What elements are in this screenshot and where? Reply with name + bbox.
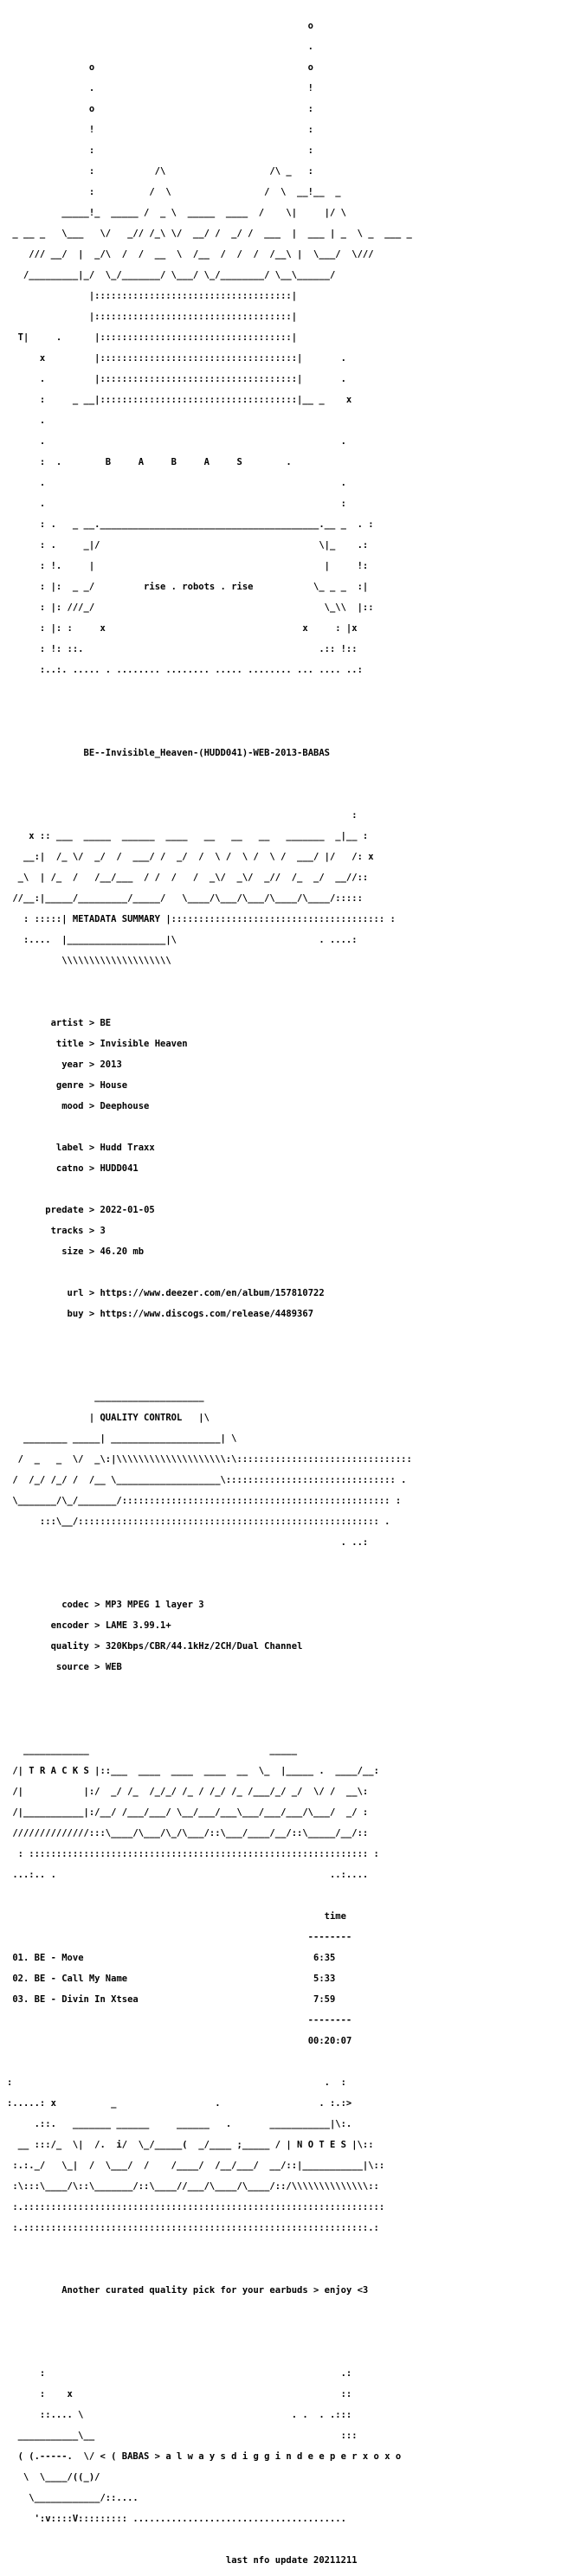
track-title: BE - Call My Name — [34, 1974, 128, 1984]
meta-key-buy: buy — [67, 1309, 84, 1319]
meta-value-artist: BE — [100, 1018, 112, 1028]
metadata-heading: METADATA SUMMARY — [72, 914, 161, 924]
meta-key-predate: predate — [45, 1205, 84, 1215]
meta-value-title: Invisible Heaven — [100, 1039, 188, 1049]
meta-value-buy[interactable]: https://www.discogs.com/release/4489367 — [100, 1309, 314, 1319]
quality-key-encoder: encoder — [50, 1620, 89, 1631]
track-number: 01. — [12, 1953, 29, 1963]
quality-heading: QUALITY CONTROL — [100, 1413, 183, 1423]
meta-key-mood: mood — [61, 1101, 84, 1111]
quality-key-source: source — [55, 1662, 89, 1672]
track-title: BE - Divin In Xtsea — [34, 1994, 139, 2005]
quality-value-quality: 320Kbps/CBR/44.1kHz/2CH/Dual Channel — [105, 1641, 303, 1652]
meta-value-predate: 2022-01-05 — [100, 1205, 155, 1215]
nfo-document: o . o o . ! o : ! : : : : /\ /\ _ : : / \ / \ __!__ _ _____!_ _____ / _ \ _____ ____ / \| |/ \ _ __ _ \___ \/ _// /_\ \/ __/ / _/ / ___ | ___ | _ \ _ ___ _ /// __/ | _/\ / / __ \ /__ / / / /__\ | \___/ \/// /_________|_/ \_/_______/ \___/ \_/________/ \__\______/ |::::::::::::::::::::::::::::::::::::| |::::::::::::::::::::::::::::::::::::| T| . |:::::::::::::::::::::::::::::::::::| x |::::::::::::::::::::::::::::::::::::| . . |::::::::::::::::::::::::::::::::::::| . : _ __|::::::::::::::::::::::::::::::::::::|__ _ x . . . : . B A B A S . . . . : : . _ __.________________________________________.__ _ . : : . _|/ \|_ .: : !. | | !: : |: _ _/ rise . robots . rise \_ _ _ :| : |: ///_/ \_\\ |:: : |: : x x : |x : !: ::. .:: !:: :..:. ..... . ........ ........ ..... ........ ... .... ..: BE--Invisible_Heaven-(HUDD041)-WEB-2013-BABAS : x :: ___ _____ ______ ____ __ __ __ _______ _|__ : __:| /_ \/ _/ / ___/ / _/ / \ / \ / \ / ___/ |/ /: x _\ | /_ / /__/___ / / / / _\/ _\/ _// /_ _/ __//:: //__:|_____/_________/_____/ \____/\___/\___/\____/\____/::::: : :::::| METADATA SUMMARY |::::::::::::::::::::::::::::::::::::::: : :.... |__________________|\ . ....: \\\\\\\\\\\\\\\\\\\\ artist > BE title > Invisible Heaven year > 2013 genre > House mood > Deephouse label > Hudd Traxx catno > HUDD041 predate > 2022-01-05 tracks > 3 size > 46.20 mb url > https://www.deezer.com/en/album/157810722 buy > https://www.discogs.com/release/4489367 ____________________ | QUALITY CONTROL |\ ________ _____| ____________________| \ / _ _ \/ _\:|\\\\\\\\\\\\\\\\\\\\:\:::::::::::::::::::::::::::::::: / /_/ /_/ / /__ \___________________\::::::::::::::::::::::::::::::: . \_______/\_/_______/::::::::::::::::::::::::::::::::::::::::::::::::: : :::\__/::::::::::::::::::::::::::::::::::::::::::::::::::::::: . . ..: codec > MP3 MPEG 1 layer 3 encoder > LAME 3.99.1+ quality > 320Kbps/CBR/44.1kHz/2CH/Dual Channel source > WEB ____________ _____ /| T R A C K S |::___ ____ ____ ____ __ \_ |_____ . ____/__: /| |:/ _/ /_ /_/_/ /_ / /_/ /_ /___/_/ _/ \/ / __\: /|___________|:/__/ /___/___/ \__/___/___\___/___/___/\___/ _/ : //////////////:::\____/\___/\_/\___/::\___/____/__/::\_____/__/:: : :::::::::::::::::::::::::::::::::::::::::::::::::::::::::::::: : ...:.. . ..:.... time -------- 01. BE - Move 6:35 02. BE - Call My Name 5:33 03. BE - Divin In Xtsea 7:59 -------- 00:20:07 : . : :.....: x _ . . :.:> .::. _______ ______ ______ . ___________|\:. __ :::/_ \| /. i/ \_/_____( _/____ ;_____ / | N O T E S |\:: :.:._/ \_| / \___/ / /____/ /__/___/ __/::|___________|\:: :\:::\____/\::\_______/::\____//___/\____/\____/::/\\\\\\\\\\\\\\:: :.:::::::::::::::::::::::::::::::::::::::::::::::::::::::::::::::::: :.:::::::::::::::::::::::::::::::::::::::::::::::::::::::::::::::.: Another curated quality pick for your earbuds > enjoy <3 : .: : x :: ::.... \ . . . .::: ___________\__ ::: ( (.-----. \/ < ( BABAS > a l w a y s d i g g i n d e e p e r x o x o \ \____/((_)/ \____________/::.... ':v::::V::::::::: ....................................... last nfo update 20211211 — [7, 21, 418, 2566]
track-number: 02. — [12, 1974, 29, 1984]
footer-update: last nfo update 20211211 — [225, 2555, 358, 2566]
track-time: 5:33 — [313, 1974, 336, 1984]
track-time: 7:59 — [313, 1994, 336, 2005]
meta-key-url: url — [67, 1288, 84, 1298]
notes-heading: N O T E S — [297, 2140, 346, 2150]
release-name: BE--Invisible_Heaven-(HUDD041)-WEB-2013-BABAS — [83, 748, 330, 758]
banner-slogan: rise . robots . rise — [144, 582, 254, 592]
tracks-total: 00:20:07 — [307, 2036, 352, 2046]
meta-value-genre: House — [100, 1080, 128, 1091]
meta-value-label: Hudd Traxx — [100, 1143, 155, 1153]
meta-key-year: year — [61, 1059, 84, 1070]
meta-value-year: 2013 — [100, 1059, 122, 1070]
quality-key-quality: quality — [50, 1641, 89, 1652]
quality-value-codec: MP3 MPEG 1 layer 3 — [105, 1600, 204, 1610]
notes-text: Another curated quality pick for your earbuds > enjoy <3 — [61, 2285, 369, 2296]
meta-value-size: 46.20 mb — [100, 1246, 145, 1257]
meta-key-title: title — [55, 1039, 84, 1049]
meta-key-genre: genre — [55, 1080, 84, 1091]
meta-key-tracks: tracks — [50, 1226, 84, 1236]
tracks-time-header: time — [324, 1911, 346, 1922]
quality-key-codec: codec — [61, 1600, 89, 1610]
tracks-heading: T R A C K S — [29, 1766, 89, 1776]
track-title: BE - Move — [34, 1953, 84, 1963]
meta-key-artist: artist — [50, 1018, 84, 1028]
meta-key-catno: catno — [55, 1163, 84, 1174]
meta-value-tracks: 3 — [100, 1226, 106, 1236]
banner-letters: B A B A S — [105, 457, 242, 467]
track-number: 03. — [12, 1994, 29, 2005]
quality-value-encoder: LAME 3.99.1+ — [105, 1620, 171, 1631]
meta-key-size: size — [61, 1246, 84, 1257]
meta-key-label: label — [55, 1143, 84, 1153]
meta-value-url[interactable]: https://www.deezer.com/en/album/157810722 — [100, 1288, 325, 1298]
quality-value-source: WEB — [105, 1662, 122, 1672]
meta-value-mood: Deephouse — [100, 1101, 150, 1111]
meta-value-catno: HUDD041 — [100, 1163, 139, 1174]
footer-tagline: < ( BABAS > a l w a y s d i g g i n d e e p e r x o x o — [100, 2451, 402, 2462]
track-time: 6:35 — [313, 1953, 336, 1963]
